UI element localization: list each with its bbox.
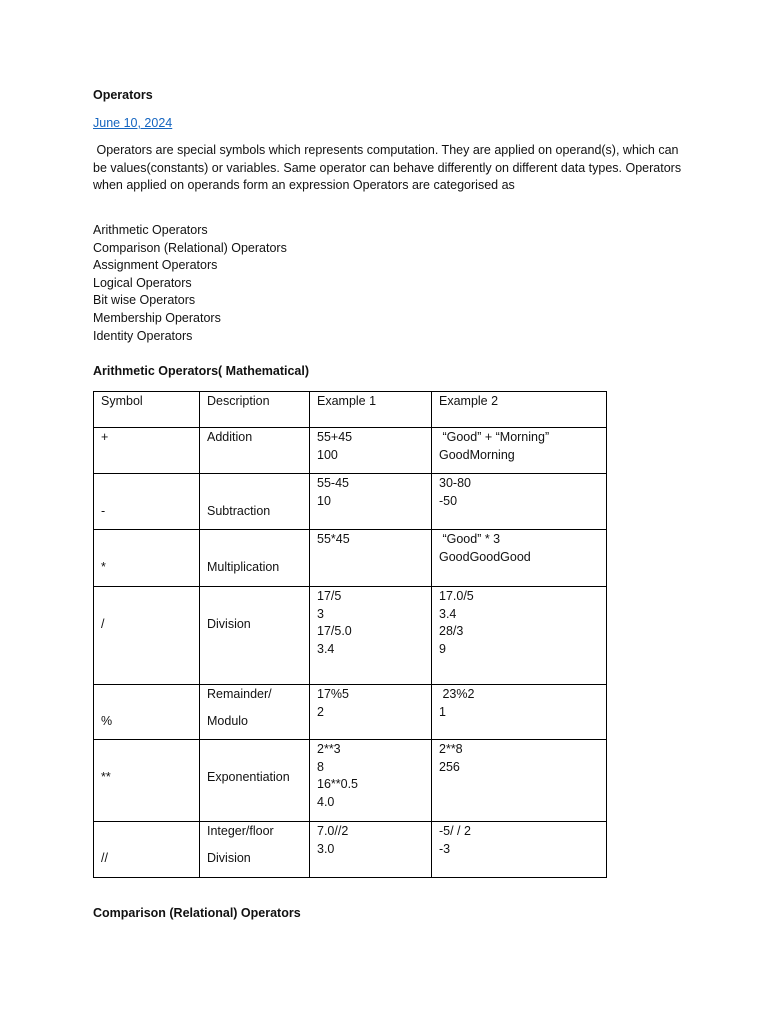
table-row [94,822,607,878]
intro-paragraph: Operators are special symbols which represents computation. They are applied on operand(s), which can be values(constants) or variables. Same operator can behave differently on different data types. Operators when applied on operands form an expression Operators are categorised as [93,143,685,192]
list-item: Bit wise Operators [93,293,196,308]
header-cell: Description [200,392,310,428]
description-cell: Integer/floor Division [200,822,310,878]
example2-cell: 23%2 1 [432,685,607,740]
example2-cell: “Good” * 3 GoodGoodGood [432,530,607,587]
example2-cell: -5/ / 2 -3 [432,822,607,878]
example1-cell: 7.0//2 3.0 [310,822,432,878]
header-cell: Example 2 [432,392,607,428]
example1-cell: 55*45 [310,530,432,587]
section-heading-arithmetic: Arithmetic Operators( Mathematical) [93,364,310,378]
example1-cell: 2**3 8 16**0.5 4.0 [310,740,432,822]
example1-cell: 55-45 10 [310,474,432,530]
symbol-cell: + [94,428,200,474]
example2-cell: “Good” + “Morning” GoodMorning [432,428,607,474]
list-item: Comparison (Relational) Operators [93,240,287,255]
list-item: Assignment Operators [93,258,218,273]
symbol-cell: // [94,822,200,878]
symbol-cell: - [94,474,200,530]
table-row [94,685,607,740]
description-cell: Subtraction [200,474,310,530]
symbol-cell: ** [94,740,200,822]
symbol-cell: / [94,587,200,685]
description-cell: Multiplication [200,530,310,587]
header-cell: Symbol [94,392,200,428]
list-item: Arithmetic Operators [93,223,208,237]
table-row [94,474,607,530]
symbol-cell: * [94,530,200,587]
description-cell: Exponentiation [200,740,310,822]
example1-cell: 55+45 100 [310,428,432,474]
example1-cell: 17/5 3 17/5.0 3.4 [310,587,432,685]
table-row [94,587,607,685]
list-item: Membership Operators [93,310,221,325]
example2-cell: 30-80 -50 [432,474,607,530]
example2-cell: 17.0/5 3.4 28/3 9 [432,587,607,685]
table-row [94,740,607,822]
operators-table [93,391,607,878]
list-item: Logical Operators [93,275,192,290]
date-link[interactable]: June 10, 2024 [93,116,173,130]
example2-cell: 2**8 256 [432,740,607,822]
page-title: Operators [93,88,153,102]
symbol-cell: % [94,685,200,740]
description-cell: Remainder/ Modulo [200,685,310,740]
header-cell: Example 1 [310,392,432,428]
category-list [93,222,287,345]
list-item: Identity Operators [93,328,193,343]
table-row [94,428,607,474]
description-cell: Addition [200,428,310,474]
table-header-row [94,392,607,428]
table-row [94,530,607,587]
section-heading-comparison: Comparison (Relational) Operators [93,906,301,920]
description-cell: Division [200,587,310,685]
example1-cell: 17%5 2 [310,685,432,740]
